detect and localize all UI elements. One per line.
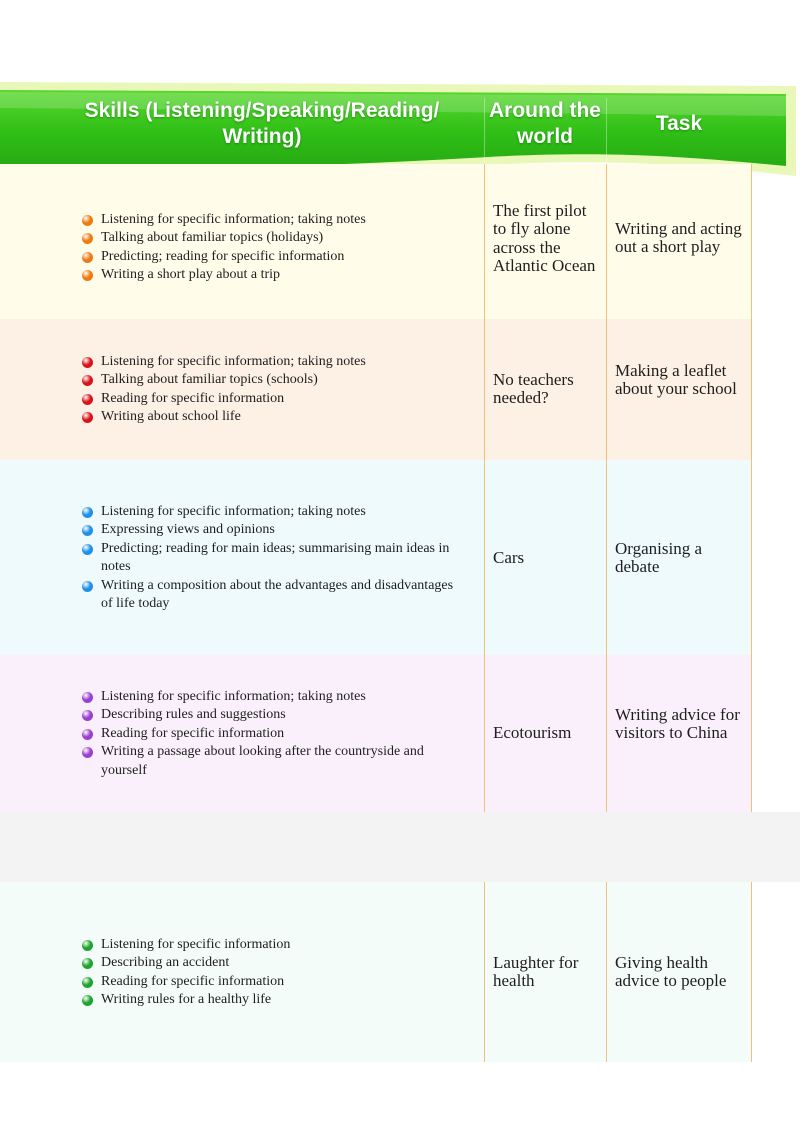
table-row [0, 460, 752, 655]
skill-text: Talking about familiar topics (holidays) [101, 230, 324, 246]
world-cell [484, 164, 606, 319]
bullet-icon [82, 729, 93, 740]
world-text: Ecotourism [493, 723, 572, 742]
list-item [82, 936, 468, 954]
skill-text: Expressing views and opinions [101, 522, 275, 538]
bullet-icon [82, 544, 93, 555]
bullet-icon [82, 252, 93, 263]
skill-text: Describing an accident [101, 955, 230, 971]
bullet-icon [82, 507, 93, 518]
bullet-icon [82, 940, 93, 951]
list-item [82, 211, 468, 229]
bullet-icon [82, 710, 93, 721]
skill-text: Writing a composition about the advantages and disadvantages of life today [101, 577, 454, 612]
skill-text: Listening for specific information; taking notes [101, 354, 366, 369]
task-cell [606, 882, 752, 1062]
task-cell [606, 655, 752, 812]
skill-text: Listening for specific information; taking notes [101, 212, 366, 227]
header-skills-line1: Skills (Listening/Speaking/Reading/ [84, 99, 440, 122]
header-task: Task [655, 112, 703, 135]
table-row [0, 882, 752, 1062]
task-cell [606, 460, 752, 655]
skill-text: Writing a short play about a trip [101, 267, 281, 283]
skill-text: Reading for specific information [101, 390, 285, 406]
bullet-icon [82, 747, 93, 758]
skills-list [82, 211, 468, 285]
bullet-icon [82, 525, 93, 536]
bullet-icon [82, 412, 93, 423]
bullet-icon [82, 357, 93, 368]
table-row [0, 655, 752, 812]
skill-text: Writing a passage about looking after the countryside and yourself [101, 744, 424, 778]
list-item [82, 408, 468, 426]
skill-text: Listening for specific information; taking notes [101, 689, 366, 704]
world-text: The first pilot to fly alone across the Atlantic Ocean [493, 201, 596, 276]
table-row [0, 164, 752, 319]
skills-list [82, 353, 468, 427]
empty-row [0, 812, 800, 882]
bullet-icon [82, 581, 93, 592]
list-item [82, 229, 468, 247]
bullet-icon [82, 977, 93, 988]
world-text: Cars [493, 548, 525, 567]
skills-cell [0, 655, 484, 812]
task-text: Making a leaflet about your school [615, 361, 737, 399]
skills-list [82, 503, 468, 613]
world-cell [484, 319, 606, 460]
skills-cell [0, 882, 484, 1062]
list-item [82, 266, 468, 284]
table-row [0, 319, 752, 460]
task-cell [606, 319, 752, 460]
task-text: Writing and acting out a short play [615, 219, 742, 257]
list-item [82, 248, 468, 266]
list-item [82, 688, 468, 706]
task-text: Giving health advice to people [615, 953, 727, 991]
world-cell [484, 655, 606, 812]
skill-text: Listening for specific information; taking notes [101, 504, 366, 519]
task-cell [606, 164, 752, 319]
list-item [82, 725, 468, 743]
skill-text: Listening for specific information [101, 937, 291, 952]
bullet-icon [82, 233, 93, 244]
skill-text: Talking about familiar topics (schools) [101, 372, 318, 388]
list-item [82, 371, 468, 389]
skills-list [82, 688, 468, 780]
list-item [82, 521, 468, 539]
bullet-icon [82, 692, 93, 703]
list-item [82, 390, 468, 408]
bullet-icon [82, 375, 93, 386]
skills-cell [0, 164, 484, 319]
list-item [82, 353, 468, 371]
task-text: Organising a debate [615, 539, 703, 577]
header-world-line1: Around the [489, 99, 601, 122]
list-item [82, 973, 468, 991]
skill-text: Predicting; reading for specific information [101, 248, 345, 264]
bullet-icon [82, 215, 93, 226]
bullet-icon [82, 270, 93, 281]
world-cell [484, 460, 606, 655]
skill-text: Writing about school life [101, 409, 241, 425]
list-item [82, 743, 468, 780]
world-text: No teachers needed? [493, 370, 574, 408]
header-world-line2: world [517, 125, 573, 148]
skill-text: Reading for specific information [101, 725, 285, 741]
bullet-icon [82, 958, 93, 969]
list-item [82, 540, 468, 577]
list-item [82, 991, 468, 1009]
world-text: Laughter for health [493, 953, 579, 991]
world-cell [484, 882, 606, 1062]
skills-cell [0, 460, 484, 655]
skill-text: Reading for specific information [101, 973, 285, 989]
skills-list [82, 936, 468, 1010]
list-item [82, 706, 468, 724]
bullet-icon [82, 995, 93, 1006]
header-around-the-world [484, 98, 606, 150]
list-item [82, 954, 468, 972]
skills-cell [0, 319, 484, 460]
skill-text: Predicting; reading for main ideas; summarising main ideas in notes [101, 540, 450, 575]
task-text: Writing advice for visitors to China [615, 705, 740, 743]
skill-text: Describing rules and suggestions [101, 707, 286, 723]
header-skills-line2: Writing) [222, 125, 302, 148]
header-skills [40, 98, 484, 150]
skill-text: Writing rules for a healthy life [101, 992, 272, 1008]
list-item [82, 503, 468, 521]
bullet-icon [82, 394, 93, 405]
list-item [82, 577, 468, 614]
